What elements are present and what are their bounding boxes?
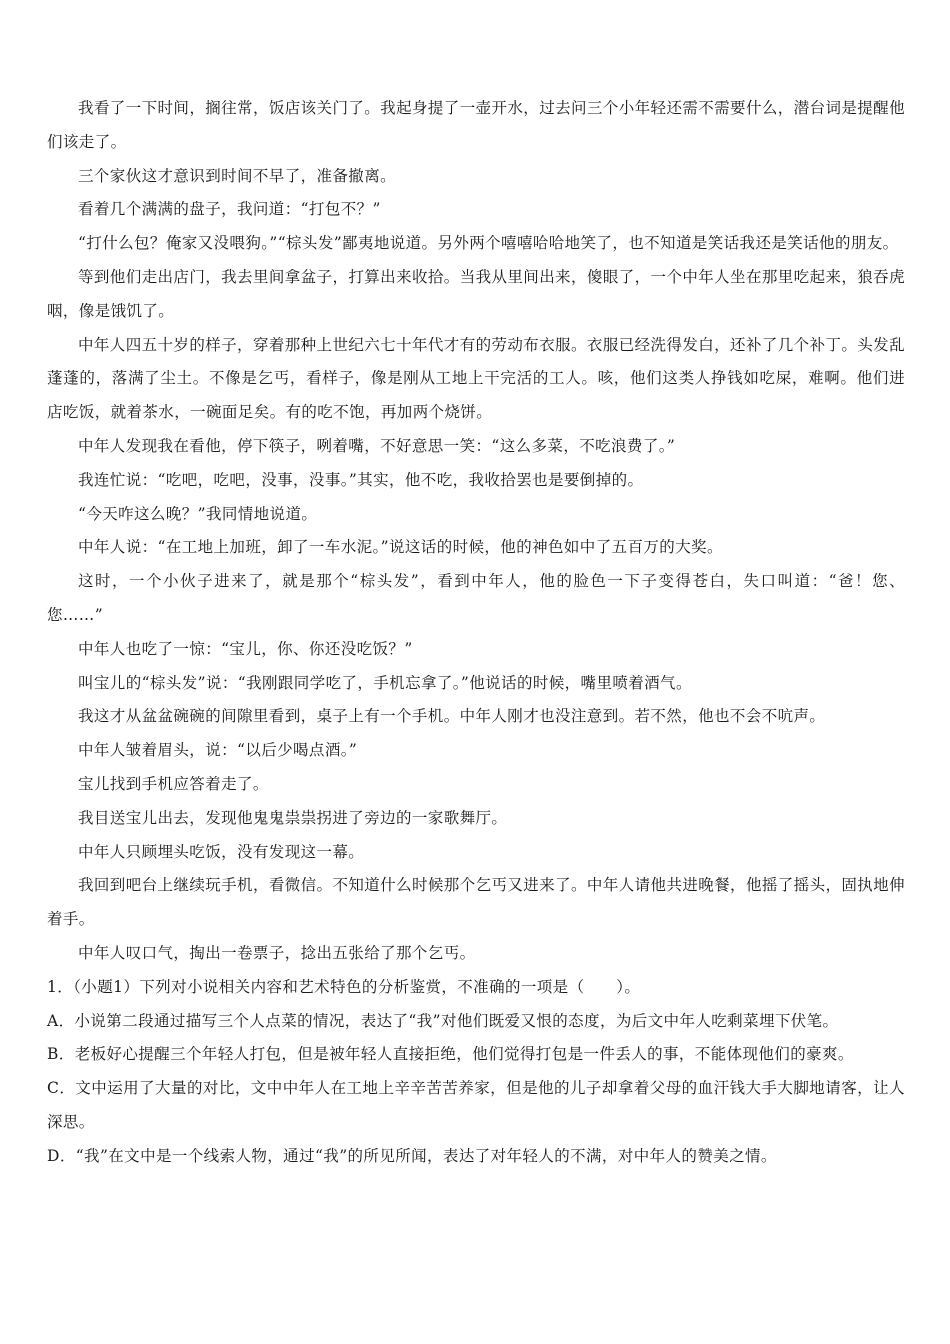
story-paragraph: “今天咋这么晚？”我同情地说道。: [78, 504, 318, 523]
story-paragraph: 中年人四五十岁的样子，穿着那种上世纪六七十年代才有的劳动布衣服。衣服已经洗得发白，还补了几个补丁。头发乱蓬蓬的，落满了尘土。不像是乞丐，看样子，像是刚从工地上干完活的工人。咳，他们这类人挣钱如吃屎，难啊。他们进店吃饭，就着茶水，一碗面足矣。有的吃不饱，再加两个烧饼。: [47, 335, 905, 422]
story-paragraph: 中年人也吃了一惊：“宝儿，你、你还没吃饭？”: [78, 639, 413, 658]
story-paragraph: 看着几个满满的盘子，我问道：“打包不？”: [78, 200, 381, 219]
story-paragraph: 这时，一个小伙子进来了，就是那个“棕头发”，看到中年人，他的脸色一下子变得苍白，失口叫道：“爸！您、您……”: [47, 572, 905, 624]
option-b: B．老板好心提醒三个年轻人打包，但是被年轻人直接拒绝，他们觉得打包是一件丢人的事，不能体现他们的豪爽。: [47, 1045, 854, 1064]
story-paragraph: 我目送宝儿出去，发现他鬼鬼祟祟拐进了旁边的一家歌舞厅。: [78, 808, 508, 827]
story-paragraph: 中年人叹口气，掏出一卷票子，捻出五张给了那个乞丐。: [78, 943, 476, 962]
story-paragraph: “打什么包？俺家又没喂狗。”“棕头发”鄙夷地说道。另外两个嘻嘻哈哈地笑了，也不知道是笑话我还是笑话他的朋友。: [78, 234, 899, 253]
story-paragraph: 叫宝儿的“棕头发”说：“我刚跟同学吃了，手机忘拿了。”他说话的时候，嘴里喷着酒气。: [78, 673, 692, 692]
story-paragraph: 中年人只顾埋头吃饭，没有发现这一幕。: [78, 842, 365, 861]
story-paragraph: 我连忙说：“吃吧，吃吧，没事，没事。”其实，他不吃，我收拾罢也是要倒掉的。: [78, 470, 644, 489]
story-body: [47, 92, 905, 971]
document-page: [47, 92, 905, 1174]
story-paragraph: 等到他们走出店门，我去里间拿盆子，打算出来收拾。当我从里间出来，傻眼了，一个中年人坐在那里吃起来，狼吞虎咽，像是饿饥了。: [47, 267, 905, 320]
question-block: [47, 971, 905, 1174]
option-c: C．文中运用了大量的对比，文中中年人在工地上辛辛苦苦养家，但是他的儿子却拿着父母的血汗钱大手大脚地请客，让人深思。: [47, 1079, 905, 1131]
story-paragraph: 宝儿找到手机应答着走了。: [78, 774, 269, 793]
story-paragraph: 中年人说：“在工地上加班，卸了一车水泥。”说这话的时候，他的神色如中了五百万的大奖。: [78, 538, 723, 557]
story-paragraph: 我回到吧台上继续玩手机，看微信。不知道什么时候那个乞丐又进来了。中年人请他共进晚餐，他摇了摇头，固执地伸着手。: [47, 876, 905, 929]
story-paragraph: 中年人发现我在看他，停下筷子，咧着嘴，不好意思一笑：“这么多菜，不吃浪费了。”: [78, 436, 676, 455]
story-paragraph: 三个家伙这才意识到时间不早了，准备撤离。: [78, 166, 397, 185]
story-paragraph: 我这才从盆盆碗碗的间隙里看到，桌子上有一个手机。中年人刚才也没注意到。若不然，他也不会不吭声。: [78, 707, 826, 726]
question-stem: 1．（小题1）下列对小说相关内容和艺术特色的分析鉴赏，不准确的一项是（ ）。: [47, 977, 641, 996]
option-d: D．“我”在文中是一个线索人物，通过“我”的所见所闻，表达了对年轻人的不满，对中年人的赞美之情。: [47, 1146, 777, 1165]
story-paragraph: 我看了一下时间，搁往常，饭店该关门了。我起身提了一壶开水，过去问三个小年轻还需不需要什么，潜台词是提醒他们该走了。: [47, 99, 905, 151]
option-a: A．小说第二段通过描写三个人点菜的情况，表达了“我”对他们既爱又恨的态度，为后文中年人吃剩菜埋下伏笔。: [47, 1011, 839, 1030]
story-paragraph: 中年人皱着眉头，说：“以后少喝点酒。”: [78, 741, 358, 760]
